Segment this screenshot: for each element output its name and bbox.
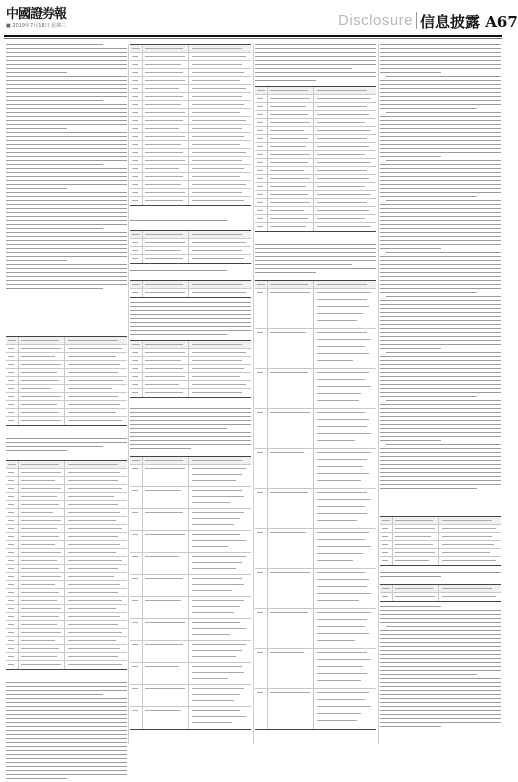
header-rule (4, 35, 502, 37)
section-divider (416, 12, 417, 29)
section-title-chinese-text: 信息披露 (420, 13, 481, 31)
column-separator (253, 44, 254, 744)
data-table (130, 456, 251, 730)
page-number: A67 (485, 13, 518, 31)
text-block (6, 438, 127, 454)
text-block (380, 606, 501, 730)
data-table (380, 516, 501, 566)
data-table (6, 460, 127, 670)
text-block (130, 220, 251, 224)
data-table (380, 584, 501, 602)
data-table (6, 336, 127, 426)
data-table (130, 230, 251, 264)
data-table (130, 280, 251, 298)
column-4 (380, 44, 501, 744)
text-block (130, 270, 251, 274)
column-1 (6, 44, 127, 744)
column-separator (378, 44, 379, 744)
text-block (380, 572, 501, 580)
dateline: ■ 2019年7月18日 星期三 (6, 23, 67, 29)
data-table (255, 280, 376, 730)
data-table (130, 44, 251, 206)
text-block (255, 44, 376, 84)
section-title-chinese (420, 11, 518, 32)
text-block (130, 408, 251, 452)
newspaper-logo: 中國證券報 (6, 7, 67, 22)
column-3 (255, 44, 376, 744)
page-header (0, 0, 518, 36)
data-table (255, 86, 376, 232)
section-title-english: Disclosure (338, 12, 414, 29)
text-block (6, 682, 127, 782)
column-separator (128, 44, 129, 744)
text-block (6, 44, 127, 292)
text-block (380, 44, 501, 492)
column-2 (130, 44, 251, 744)
text-block (130, 302, 251, 338)
text-block (255, 244, 376, 276)
header-rule-thin (4, 38, 502, 39)
data-table (130, 340, 251, 398)
